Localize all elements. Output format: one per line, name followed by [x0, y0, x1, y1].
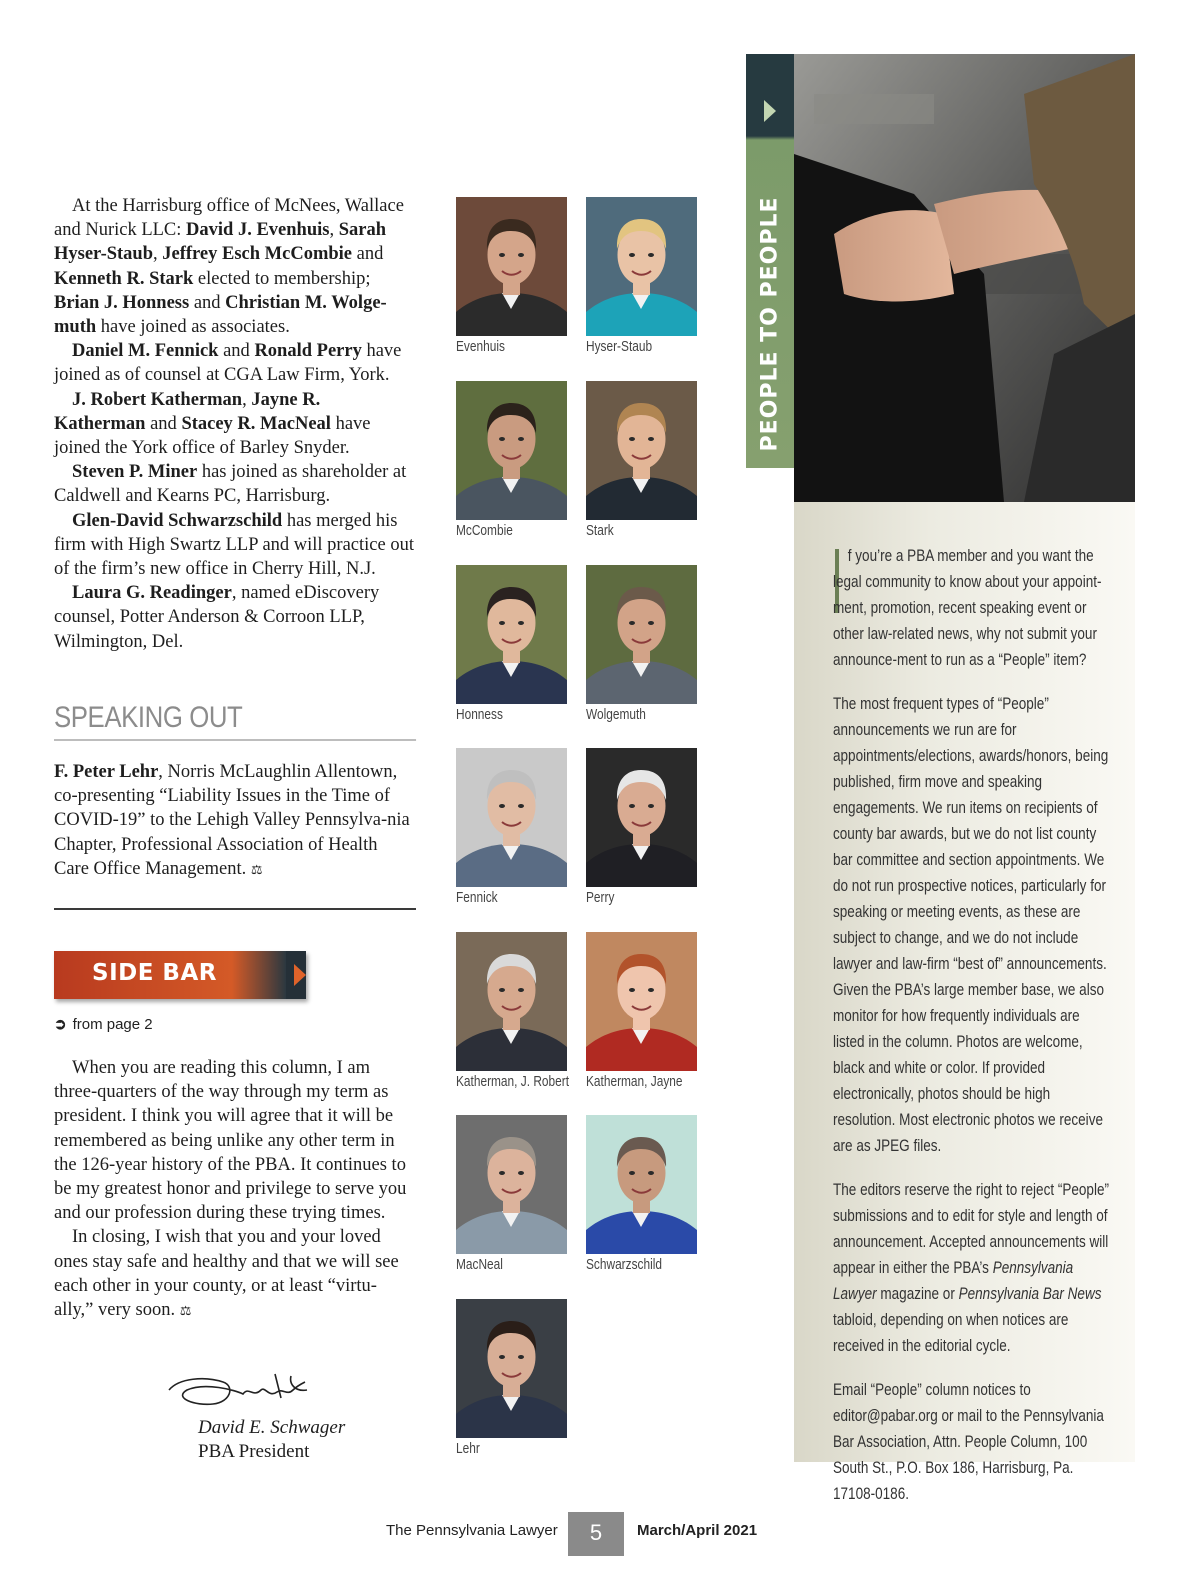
banner-title: PEOPLE TO PEOPLE	[757, 196, 783, 452]
info-paragraph: f you’re a PBA member and you want the legal community to know about your appoint-ment, promotion, recent speaking event or other law-related news, why not submit your announce-ment to run as a “People” item?	[833, 547, 1102, 669]
news-paragraph-high-swartz: Glen-David Schwarzschild has merged his firm with High Swartz LLP and will practice out of the firm’s new office in Cherry Hill, N.J.	[54, 510, 414, 580]
portrait-caption: McCombie	[456, 523, 513, 539]
play-arrow-icon	[764, 100, 776, 122]
info-paragraph: Email “People” column notices to editor@pabar.org or mail to the Pennsylvania Bar Association, Attn. People Column, 100 South St., P.O. Box 186, Harrisburg, Pa. 17108-0186.	[833, 1381, 1104, 1503]
from-page-label: from page 2	[72, 1016, 153, 1033]
portrait-photo	[456, 932, 567, 1071]
footer-publication: The Pennsylvania Lawyer	[386, 1522, 558, 1539]
portrait-caption: Honness	[456, 707, 503, 723]
people-to-people-banner	[746, 54, 794, 468]
speaking-out-heading: SPEAKING OUT	[54, 701, 416, 741]
portrait-caption: Hyser-Staub	[586, 339, 653, 355]
arrow-right-icon: ➲	[54, 1016, 67, 1033]
footer-issue-date: March/April 2021	[637, 1522, 758, 1539]
news-paragraph-barley: J. Robert Katherman, Jayne R. Katherman and Stacey R. MacNeal have joined the York office of Barley Snyder.	[54, 389, 371, 459]
portrait-photo	[586, 381, 697, 520]
portrait-caption: Lehr	[456, 1441, 480, 1457]
portrait-photo	[586, 1115, 697, 1254]
portrait-photo	[586, 197, 697, 336]
end-mark-icon: ⚖	[179, 1303, 192, 1319]
side-bar-body	[54, 1056, 416, 1323]
portrait-caption: Katherman, Jayne	[586, 1074, 683, 1090]
footer-page-number: 5	[568, 1512, 624, 1556]
portrait-photo	[456, 565, 567, 704]
signature-image	[165, 1368, 315, 1416]
signature-title: PBA President	[198, 1441, 310, 1462]
portrait-caption: Katherman, J. Robert	[456, 1074, 570, 1090]
portrait-photo	[456, 381, 567, 520]
portrait-photo	[586, 932, 697, 1071]
portrait-photo	[586, 565, 697, 704]
side-bar-paragraph: When you are reading this column, I am three-quarters of the way through my term as president. I think you will agree that it will be remembered as being unlike any other term in the 126-year history of the PBA. It continues to be my greatest honor and privilege to serve you and our profession during these trying times.	[54, 1058, 407, 1224]
news-paragraph-cga: Daniel M. Fennick and Ronald Perry have joined as of counsel at CGA Law Firm, York.	[54, 341, 402, 386]
portrait-caption: Evenhuis	[456, 339, 505, 355]
hero-photo-elbow-bump	[794, 54, 1135, 502]
speaking-out-body: F. Peter Lehr, Norris McLaughlin Allentown, co-presenting “Liability Issues in the Time of COVID-19” to the Lehigh Valley Pennsylva-nia Chapter, Professional Association of Health Care Office Management. ⚖	[54, 762, 410, 879]
section-divider	[54, 908, 416, 910]
portrait-caption: Perry	[586, 890, 615, 906]
people-info-text	[833, 543, 1112, 1525]
end-mark-icon: ⚖	[250, 861, 263, 877]
portrait-photo	[586, 748, 697, 887]
news-paragraph-potter: Laura G. Readinger, named eDiscovery counsel, Potter Anderson & Corroon LLP, Wilmington, Del.	[54, 583, 380, 652]
portrait-photo	[456, 748, 567, 887]
portrait-caption: Stark	[586, 523, 614, 539]
news-paragraph-caldwell: Steven P. Miner has joined as shareholder at Caldwell and Kearns PC, Harrisburg.	[54, 462, 407, 507]
portrait-photo	[456, 1115, 567, 1254]
portrait-caption: MacNeal	[456, 1257, 503, 1273]
portrait-caption: Schwarzschild	[586, 1257, 662, 1273]
member-news-column	[54, 194, 416, 654]
continued-from	[54, 1015, 153, 1033]
portrait-caption: Fennick	[456, 890, 498, 906]
side-bar-badge	[54, 951, 306, 999]
signature-name: David E. Schwager	[198, 1417, 346, 1438]
side-bar-label: SIDE BAR	[92, 960, 217, 986]
portrait-caption: Wolgemuth	[586, 707, 646, 723]
info-paragraph: The most frequent types of “People” announcements we run are for appointments/elections, awards/honors, being published, firm move and speaking engagements. We run items on recipients of county bar awards, but we do not list county bar committee and section appointments. We do not run prospective notices, particularly for speaking or meeting events, as these are subject to change, and we do not include lawyer and law-firm “best of” announcements. Given the PBA’s large member base, we also monitor for how frequently individuals are listed in the column. Photos are welcome, black and white or color. If provided electronically, photos should be high resolution. Most electronic photos we receive are as JPEG files.	[833, 695, 1109, 1155]
portrait-photo	[456, 1299, 567, 1438]
portrait-photo	[456, 197, 567, 336]
news-paragraph-mcnees: At the Harrisburg office of McNees, Wallace and Nurick LLC: David J. Evenhuis, Sarah Hyser-Staub, Jeffrey Esch McCombie and Kenneth R. Stark elected to membership; Brian J. Honness and Christian M. Wolge-muth have joined as associates.	[54, 196, 404, 338]
play-arrow-icon	[294, 964, 306, 986]
info-paragraph: The editors reserve the right to reject “People” submissions and to edit for style and length of announcement. Accepted announcements will appear in either the PBA’s Pennsylvania Lawyer magazine or Pennsylvania Bar News tabloid, depending on when notices are received in the editorial cycle.	[833, 1181, 1109, 1355]
side-bar-paragraph: In closing, I wish that you and your loved ones stay safe and healthy and that we will see each other in your county, or at least “virtu-ally,” very soon. ⚖	[54, 1227, 399, 1321]
